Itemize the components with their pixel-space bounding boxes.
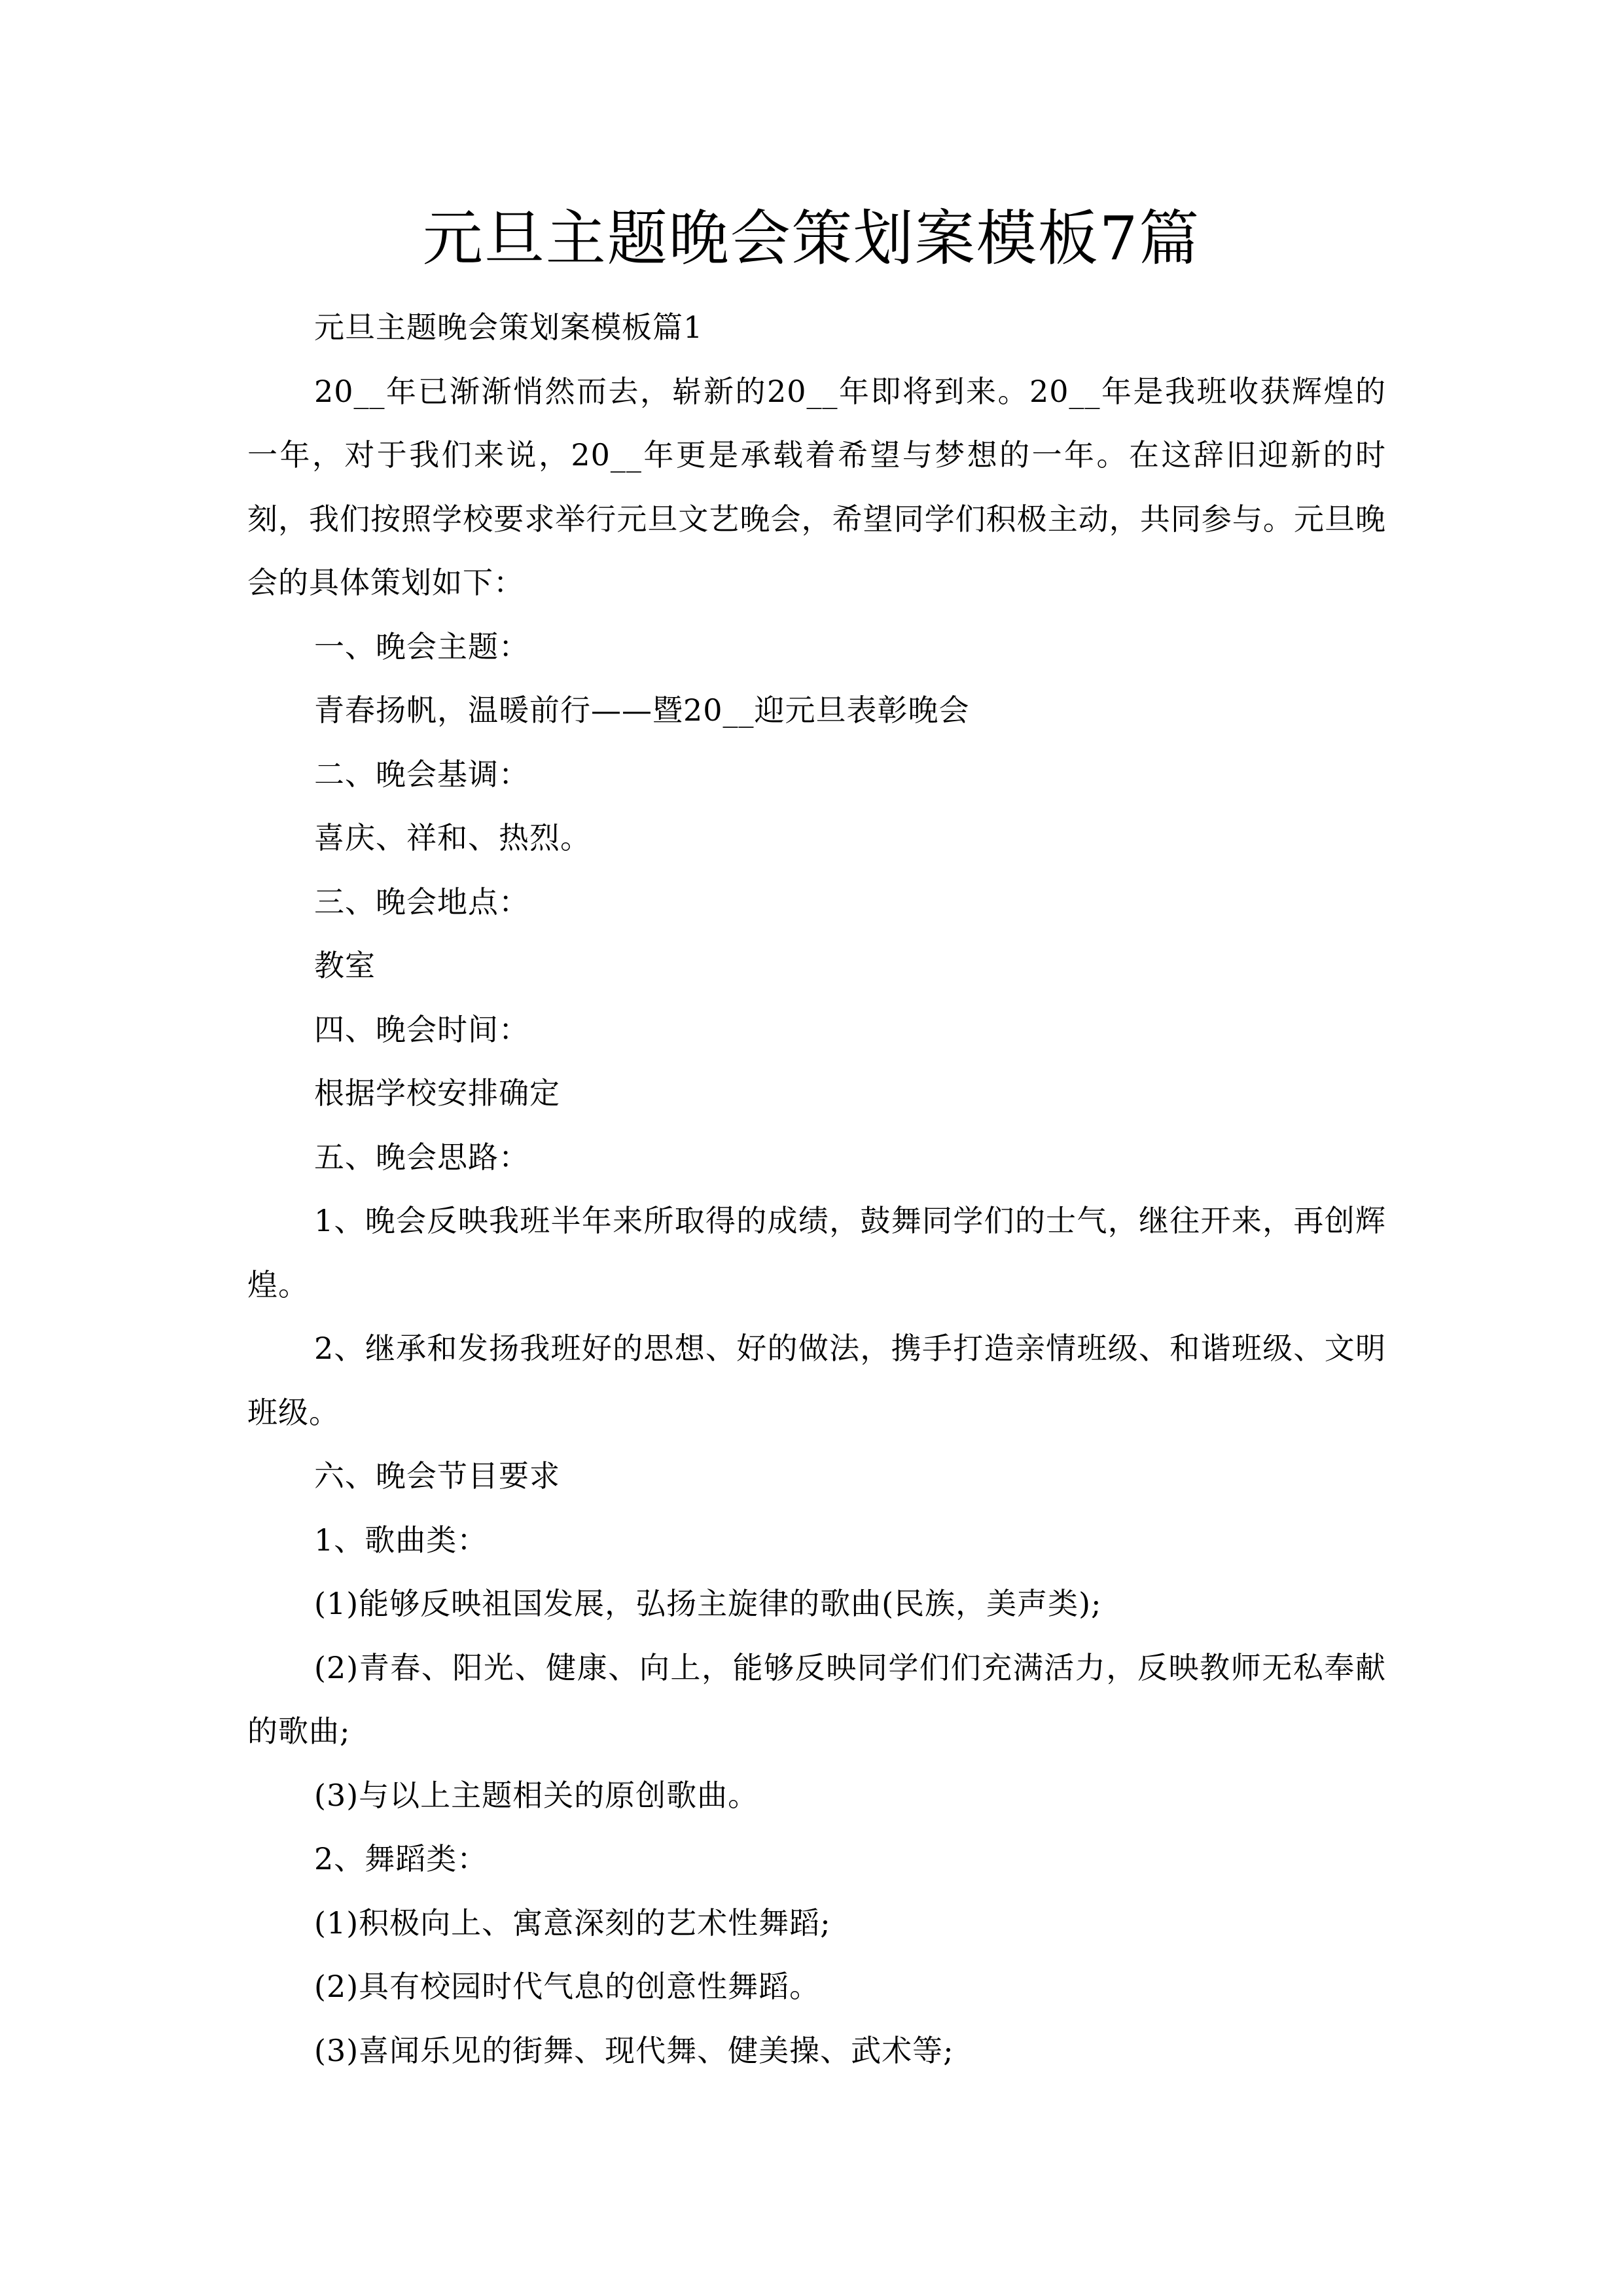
dance-item-1: (1)积极向上、寓意深刻的艺术性舞蹈; — [314, 1905, 831, 1941]
document-body — [247, 296, 1386, 2083]
heading-time: 四、晚会时间： — [314, 1011, 529, 1047]
songs-item-2: (2)青春、阳光、健康、向上，能够反映同学们们充满活力，反映教师无私奉献的歌曲; — [247, 1649, 1386, 1749]
dance-item-3: (3)喜闻乐见的街舞、现代舞、健美操、武术等; — [314, 2032, 954, 2068]
tone-text: 喜庆、祥和、热烈。 — [314, 820, 591, 855]
songs-heading: 1、歌曲类： — [314, 1522, 488, 1558]
heading-program-requirements: 六、晚会节目要求 — [314, 1458, 560, 1494]
intro-paragraph: 20__年已渐渐悄然而去，崭新的20__年即将到来。20__年是我班收获辉煌的一年，对于我们来说，20__年更是承载着希望与梦想的一年。在这辞旧迎新的时刻，我们按照学校要求举行元旦文艺晚会，希望同学们积极主动，共同参与。元旦晚会的具体策划如下： — [247, 373, 1386, 600]
heading-ideas: 五、晚会思路： — [314, 1139, 529, 1175]
theme-text: 青春扬帆，温暖前行——暨20__迎元旦表彰晚会 — [314, 692, 970, 728]
songs-item-3: (3)与以上主题相关的原创歌曲。 — [314, 1777, 759, 1813]
location-text: 教室 — [314, 948, 376, 983]
time-text: 根据学校安排确定 — [314, 1075, 560, 1111]
dance-item-2: (2)具有校园时代气息的创意性舞蹈。 — [314, 1969, 821, 2004]
ideas-item-2: 2、继承和发扬我班好的思想、好的做法，携手打造亲情班级、和谐班级、文明班级。 — [247, 1331, 1386, 1430]
document-title: 元旦主题晚会策划案模板7篇 — [422, 204, 1201, 274]
dance-heading: 2、舞蹈类： — [314, 1841, 488, 1876]
section-heading-1: 元旦主题晚会策划案模板篇1 — [314, 310, 704, 345]
ideas-item-1: 1、晚会反映我班半年来所取得的成绩，鼓舞同学们的士气，继往开来，再创辉煌。 — [247, 1203, 1386, 1302]
heading-location: 三、晚会地点： — [314, 884, 529, 920]
songs-item-1: (1)能够反映祖国发展，弘扬主旋律的歌曲(民族，美声类); — [314, 1586, 1102, 1621]
heading-theme: 一、晚会主题： — [314, 628, 529, 664]
heading-tone: 二、晚会基调： — [314, 756, 529, 792]
